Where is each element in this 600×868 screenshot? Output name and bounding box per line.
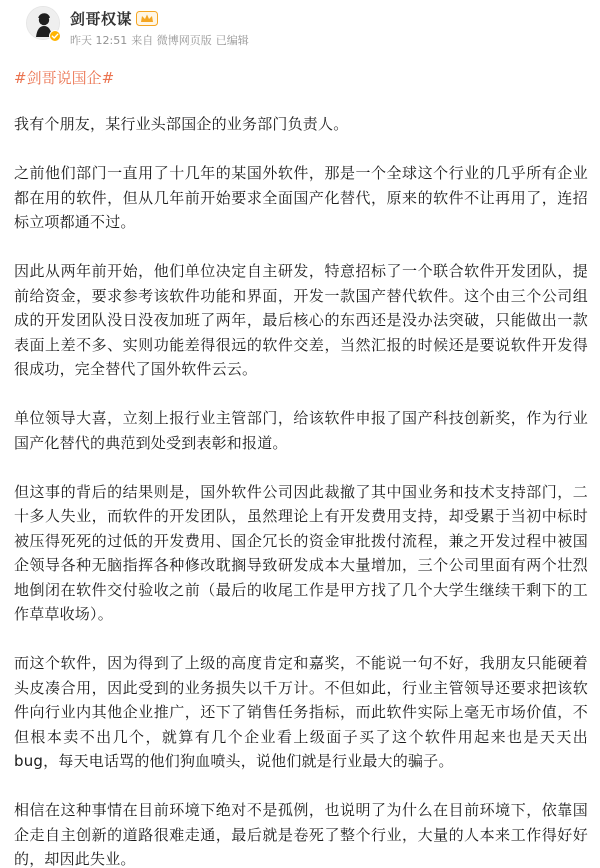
post-time[interactable]: 昨天 12:51 <box>70 34 128 47</box>
post-paragraph-5: 但这事的背后的结果则是，国外软件公司因此裁撤了其中国业务和技术支持部门，二十多人失业，而软件的开发团队，虽然理论上有开发费用支持，却受累于当初中标时被压得死死的过低的开发费用、国企冗长的资金审批拨付流程，兼之开发过程中被国企领导各种无脑指挥各种修改耽搁导致研发成本大量增加，三个公司里面有两个壮烈地倒闭在软件交付验收之前（最后的收尾工作是甲方找了几个大学生继续干剩下的工作草草收场）。 <box>14 482 588 623</box>
post-paragraph-3: 因此从两年前开始，他们单位决定自主研发，特意招标了一个联合软件开发团队，提前给资金，要求参考该软件功能和界面，开发一款国产替代软件。这个由三个公司组成的开发团队没日没夜加班了两年，最后核心的东西还是没办法突破，只能做出一款表面上差不多、实则功能差得很远的软件交差，当然汇报的时候还是要说软件开发得很成功，完全替代了国外软件云云。 <box>14 262 588 378</box>
post-paragraph-6: 而这个软件，因为得到了上级的高度肯定和嘉奖，不能说一句不好，我朋友只能硬着头皮凑合用，因此受到的业务损失以千万计。不但如此，行业主管领导还要求把该软件向行业内其他企业推广，还下了销售任务指标，而此软件实际上毫无市场价值，不但根本卖不出几个，就算有几个企业看上级面子买了这个软件用起来也是天天出bug，每天电话骂的他们狗血喷头，说他们就是行业最大的骗子。 <box>14 654 588 770</box>
author-name[interactable]: 剑哥权谋 <box>70 10 133 28</box>
hashtag-link[interactable]: #剑哥说国企# <box>14 69 115 87</box>
post-source: 来自 微博网页版 <box>131 34 212 47</box>
author-line <box>70 8 158 29</box>
post-header <box>14 0 588 58</box>
post-paragraph-4: 单位领导大喜，立刻上报行业主管部门，给该软件申报了国产科技创新奖，作为行业国产化替代的典范到处受到表彰和报道。 <box>14 409 588 452</box>
post-paragraph-2: 之前他们部门一直用了十几年的某国外软件，那是一个全球这个行业的几乎所有企业都在用的软件，但从几年前开始要求全面国产化替代，原来的软件不让再用了，连招标立项都通不过。 <box>14 164 588 231</box>
post-meta <box>70 32 249 48</box>
post-content <box>14 58 588 868</box>
post-paragraph-1: 我有个朋友，某行业头部国企的业务部门负责人。 <box>14 115 349 133</box>
post-paragraph-7: 相信在这种事情在目前环境下绝对不是孤例，也说明了为什么在目前环境下，依靠国企走自主创新的道路很难走通，最后就是卷死了整个行业，大量的人本来工作得好好的，却因此失业。 <box>14 801 588 868</box>
verified-badge-icon <box>49 30 61 42</box>
post-edited[interactable]: 已编辑 <box>215 34 249 47</box>
vip-crown-icon[interactable] <box>136 11 158 26</box>
